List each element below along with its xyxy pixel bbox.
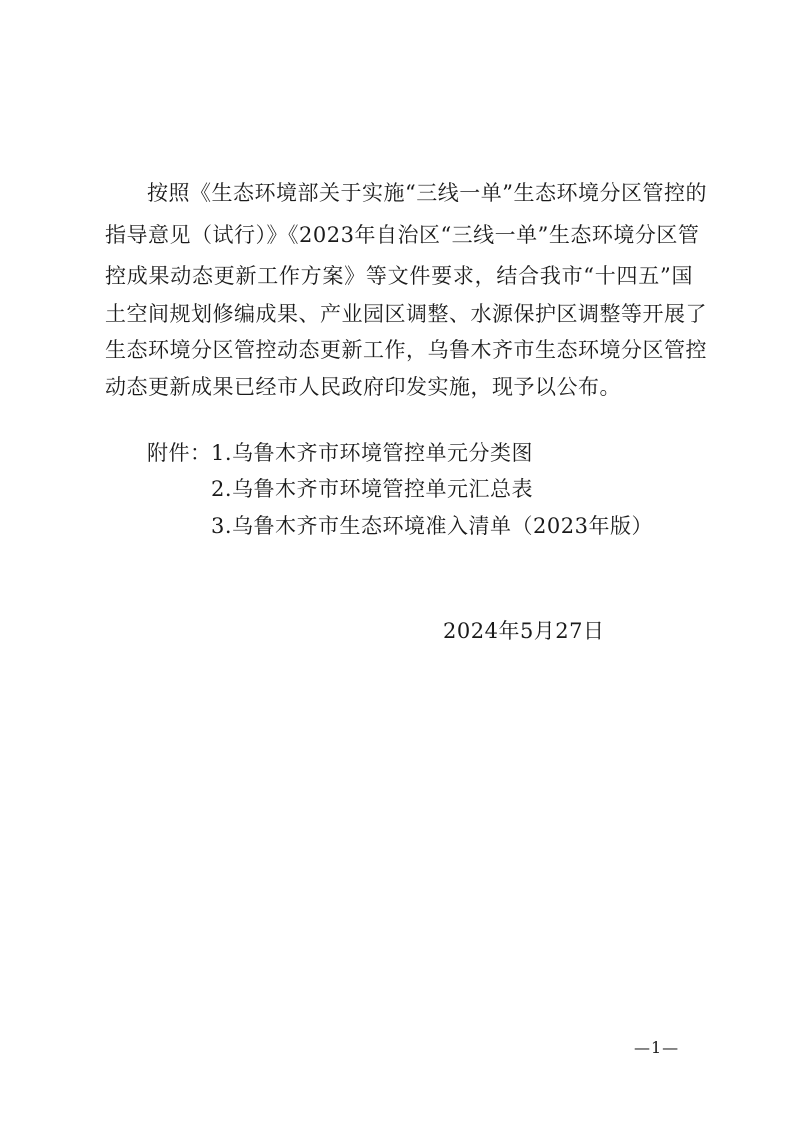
attachment-item-1: 1.乌鲁木齐市环境管控单元分类图 bbox=[211, 441, 534, 465]
paragraph-line-5: 生态环境分区管控动态更新工作，乌鲁木齐市生态环境分区管控 bbox=[105, 338, 707, 362]
attachments-label: 附件： bbox=[147, 441, 212, 465]
paragraph-line-1: 按照《生态环境部关于实施“三线一单”生态环境分区管控的 bbox=[147, 181, 707, 205]
document-date: 2024年5月27日 bbox=[443, 619, 605, 643]
paragraph-line-4: 土空间规划修编成果、产业园区调整、水源保护区调整等开展了 bbox=[105, 302, 707, 326]
paragraph-line-6: 动态更新成果已经市人民政府印发实施，现予以公布。 bbox=[105, 375, 621, 399]
page-number: —1— bbox=[634, 1038, 680, 1057]
attachment-item-2: 2.乌鲁木齐市环境管控单元汇总表 bbox=[211, 477, 534, 501]
paragraph-line-2: 指导意见（试行）》《2023年自治区“三线一单”生态环境分区管 bbox=[105, 223, 700, 247]
attachment-item-3: 3.乌鲁木齐市生态环境准入清单（2023年版） bbox=[211, 514, 653, 538]
paragraph-line-3: 控成果动态更新工作方案》等文件要求，结合我市“十四五”国 bbox=[105, 264, 693, 288]
